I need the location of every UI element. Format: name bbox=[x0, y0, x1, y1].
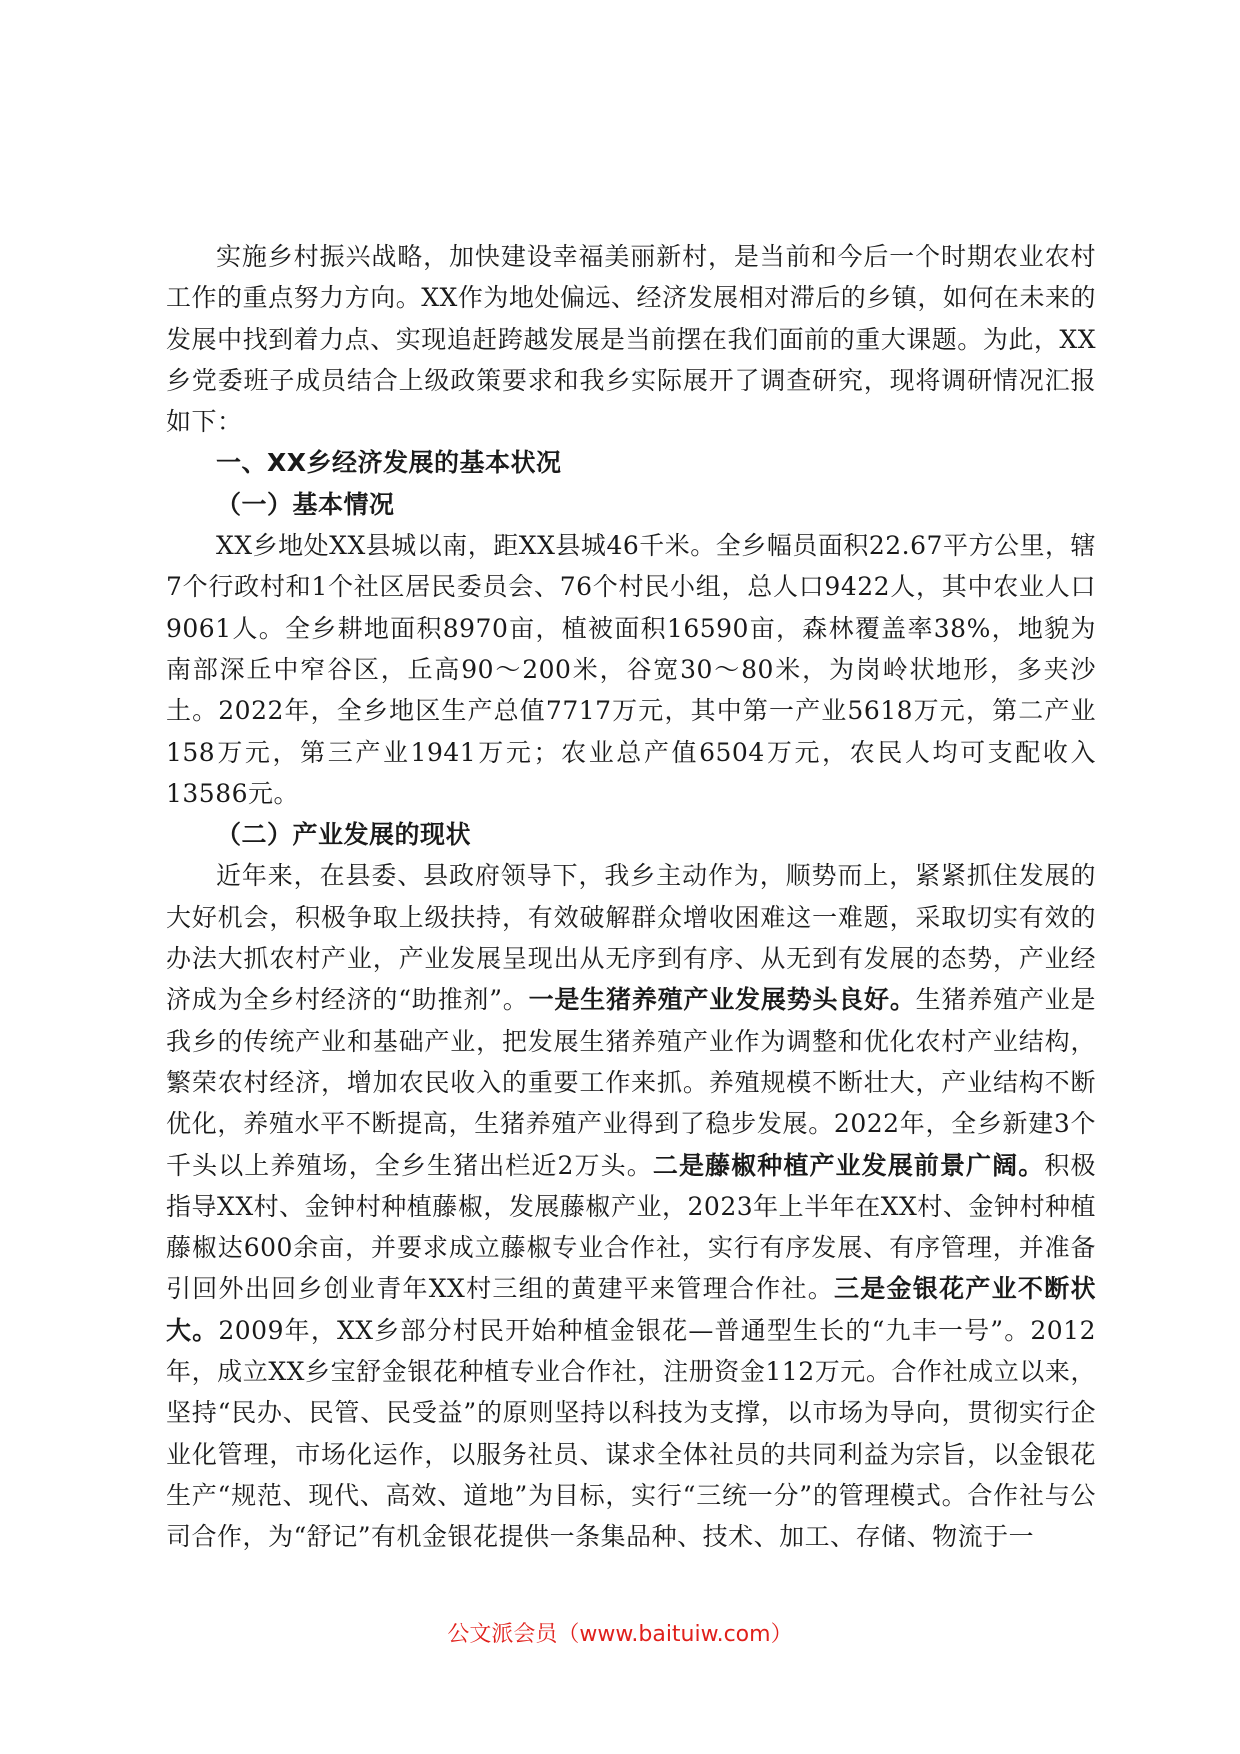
industry-paragraph bbox=[166, 855, 1096, 1557]
document-body bbox=[166, 236, 1096, 1558]
industry-text-pig: 生猪养殖产业是我乡的传统产业和基础产业，把发展生猪养殖产业作为调整和优化农村产业结构，繁荣农村经济，增加农民收入的重要工作来抓。养殖规模不断壮大，产业结构不断优化，养殖水平不断提高，生猪养殖产业得到了稳步发展。2022年，全乡新建3个千头以上养殖场，全乡生猪出栏近2万头。 bbox=[166, 985, 1096, 1180]
industry-text-honeysuckle: 2009年，XX乡部分村民开始种植金银花—普通型生长的“九丰一号”。2012年，成立XX乡宝舒金银花种植专业合作社，注册资金112万元。合作社成立以来，坚持“民办、民管、民受益”的原则坚持以科技为支撑，以市场为导向，贯彻实行企业化管理，市场化运作，以服务社员、谋求全体社员的共同利益为宗旨，以金银花生产“规范、现代、高效、道地”为目标，实行“三统一分”的管理模式。合作社与公司合作，为“舒记”有机金银花提供一条集品种、技术、加工、存储、物流于一 bbox=[166, 1315, 1096, 1552]
industry-point-pepper: 二是藤椒种植产业发展前景广阔。 bbox=[652, 1150, 1045, 1180]
basic-info-paragraph: XX乡地处XX县城以南，距XX县城46千米。全乡幅员面积22.67平方公里，辖7个行政村和1个社区居民委员会、76个村民小组，总人口9422人，其中农业人口9061人。全乡耕地面积8970亩，植被面积16590亩，森林覆盖率38%，地貌为南部深丘中窄谷区，丘高90～200米，谷宽30～80米，为岗岭状地形，多夹沙土。2022年，全乡地区生产总值7717万元，其中第一产业5618万元，第二产业158万元，第三产业1941万元；农业总产值6504万元，农民人均可支配收入13586元。 bbox=[166, 531, 1096, 808]
subsection-heading-basic: （一）基本情况 bbox=[216, 489, 395, 519]
footer-watermark: 公文派会员（www.baituiw.com） bbox=[447, 1622, 793, 1647]
industry-point-pig: 一是生猪养殖产业发展势头良好。 bbox=[528, 985, 916, 1015]
section-heading-1: 一、XX乡经济发展的基本状况 bbox=[216, 448, 562, 478]
industry-text-pepper: 积极指导XX村、金钟村种植藤椒，发展藤椒产业，2023年上半年在XX村、金钟村种植藤椒达600余亩，并要求成立藤椒专业合作社，实行有序发展、有序管理，并准备引回外出回乡创业青年XX村三组的黄建平来管理合作社。 bbox=[166, 1150, 1096, 1304]
intro-paragraph: 实施乡村振兴战略，加快建设幸福美丽新村，是当前和今后一个时期农业农村工作的重点努力方向。XX作为地处偏远、经济发展相对滞后的乡镇，如何在未来的发展中找到着力点、实现追赶跨越发展是当前摆在我们面前的重大课题。为此，XX乡党委班子成员结合上级政策要求和我乡实际展开了调查研究，现将调研情况汇报如下： bbox=[166, 242, 1096, 437]
industry-text-intro: 近年来，在县委、县政府领导下，我乡主动作为，顺势而上，紧紧抓住发展的大好机会，积极争取上级扶持，有效破解群众增收困难这一难题，采取切实有效的办法大抓农村产业，产业发展呈现出从无序到有序、从无到有发展的态势，产业经济成为全乡村经济的“助推剂”。 bbox=[166, 861, 1096, 1015]
subsection-heading-industry: （二）产业发展的现状 bbox=[216, 820, 472, 850]
industry-point-honeysuckle: 三是金银花产业不断状大。 bbox=[166, 1274, 1096, 1345]
